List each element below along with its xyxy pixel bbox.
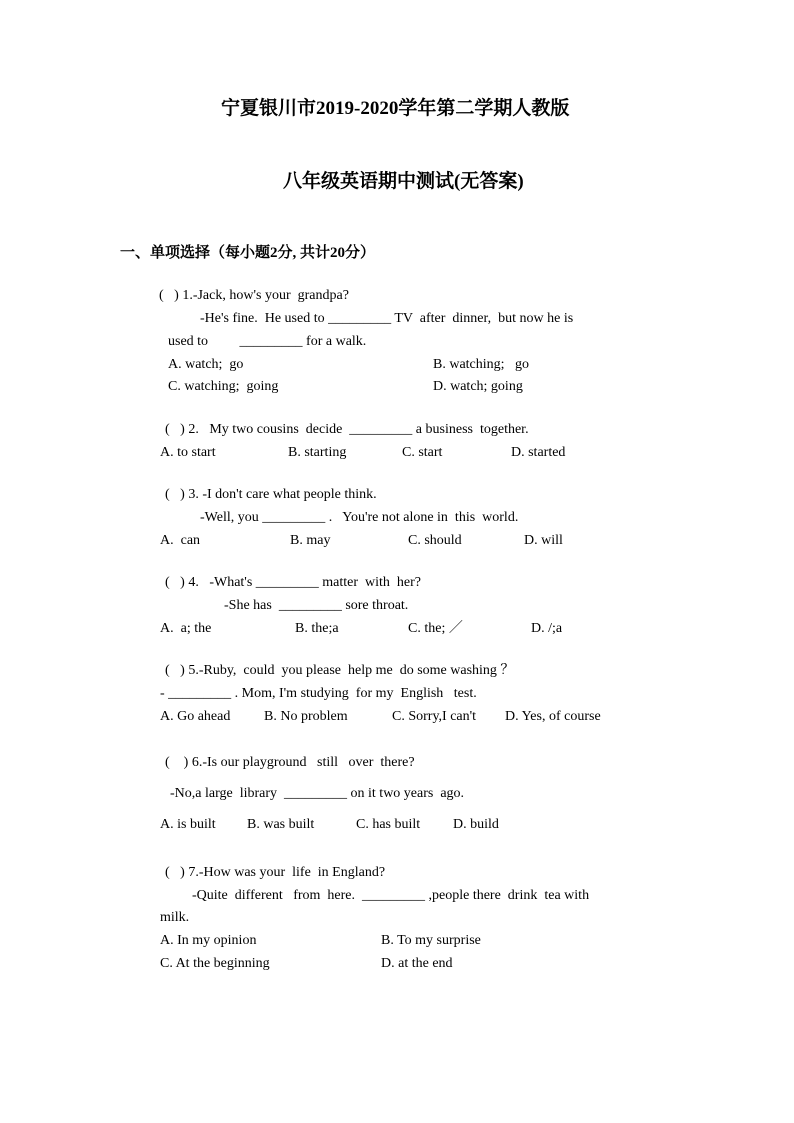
option-d: D. build: [453, 817, 499, 832]
title-line-2: 八年级英语期中测试(无答案): [283, 171, 524, 192]
question-stem: milk.: [160, 910, 190, 925]
option-a: A. a; the: [160, 621, 212, 636]
option-d: D. at the end: [381, 956, 453, 971]
option-d: D. watch; going: [433, 379, 523, 394]
section-heading: 一、单项选择（每小题2分, 共计20分）: [120, 245, 376, 261]
question-stem: -She has _________ sore throat.: [224, 598, 409, 613]
question-stem: ( ) 3. -I don't care what people think.: [165, 487, 377, 502]
option-d: D. /;a: [531, 621, 563, 636]
question-stem: used to _________ for a walk.: [168, 334, 367, 349]
question-stem: ( ) 1.-Jack, how's your grandpa?: [159, 288, 349, 303]
option-a: A. watch; go: [168, 357, 244, 372]
question-stem: ( ) 6.-Is our playground still over there?: [165, 755, 415, 770]
question-stem: -Quite different from here. _________ ,people there drink tea with: [192, 888, 590, 903]
question-stem: ( ) 2. My two cousins decide _________ a business together.: [165, 422, 529, 437]
question-stem: ( ) 7.-How was your life in England?: [165, 865, 386, 880]
option-d: D. started: [511, 445, 566, 460]
option-d: D. Yes, of course: [505, 709, 601, 724]
option-b: B. No problem: [264, 709, 348, 724]
title-line-1: 宁夏银川市2019-2020学年第二学期人教版: [221, 98, 570, 119]
option-c: C. the; ／: [408, 621, 463, 636]
option-b: B. the;a: [295, 621, 339, 636]
option-c: C. watching; going: [168, 379, 279, 394]
option-b: B. watching; go: [433, 357, 530, 372]
option-a: A. is built: [160, 817, 216, 832]
option-b: B. may: [290, 533, 331, 548]
option-a: A. can: [160, 533, 201, 548]
option-a: A. In my opinion: [160, 933, 257, 948]
option-d: D. will: [524, 533, 563, 548]
option-c: C. start: [402, 445, 443, 460]
question-stem: ( ) 5.-Ruby, could you please help me do some washing ？: [165, 663, 515, 678]
question-stem: -No,a large library _________ on it two years ago.: [170, 786, 465, 801]
option-c: C. Sorry,I can't: [392, 709, 477, 724]
option-b: B. starting: [288, 445, 347, 460]
question-stem: -Well, you _________ . You're not alone in this world.: [200, 510, 519, 525]
question-stem: - _________ . Mom, I'm studying for my English test.: [160, 686, 477, 701]
option-c: C. should: [408, 533, 462, 548]
option-a: A. Go ahead: [160, 709, 231, 724]
option-c: C. At the beginning: [160, 956, 270, 971]
option-a: A. to start: [160, 445, 216, 460]
option-b: B. To my surprise: [381, 933, 481, 948]
question-stem: -He's fine. He used to _________ TV after dinner, but now he is: [200, 311, 574, 326]
option-b: B. was built: [247, 817, 315, 832]
option-c: C. has built: [356, 817, 421, 832]
question-stem: ( ) 4. -What's _________ matter with her?: [165, 575, 422, 590]
